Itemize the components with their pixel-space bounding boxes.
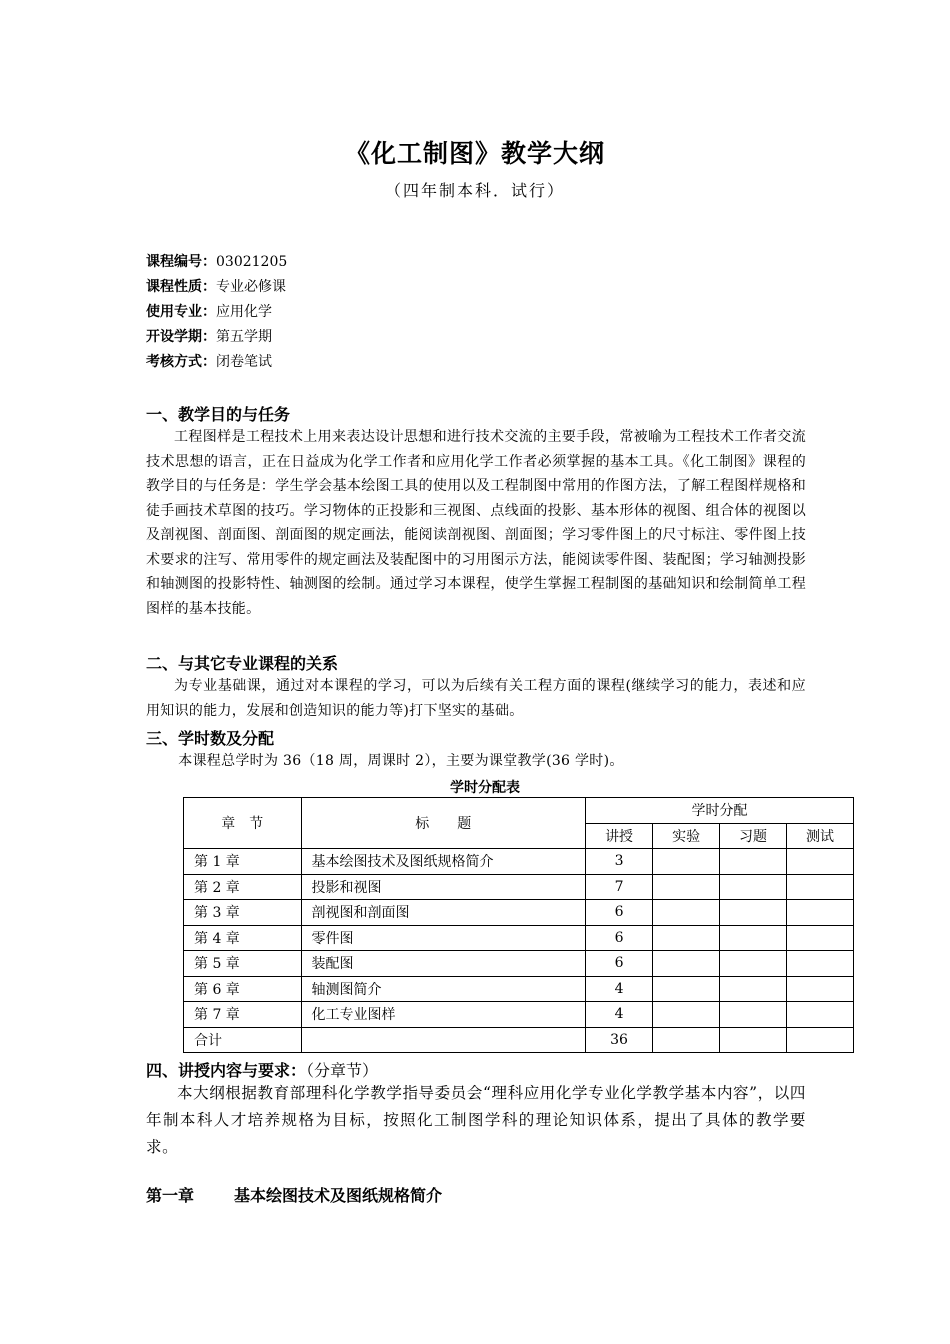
header-title: 标 题 — [301, 798, 586, 849]
chapter1-title: 基本绘图技术及图纸规格简介 — [234, 1186, 443, 1205]
total-title-cell — [301, 1027, 586, 1053]
row-title: 化工专业图样 — [301, 1002, 586, 1028]
meta-key: 考核方式： — [146, 354, 216, 370]
row-title: 投影和视图 — [301, 874, 586, 900]
meta-key: 课程编号： — [146, 254, 216, 270]
meta-value: 应用化学 — [216, 304, 272, 320]
row-lecture-hours: 4 — [586, 1002, 653, 1028]
row-title: 轴测图简介 — [301, 976, 586, 1002]
row-test-hours — [787, 951, 854, 977]
section2-heading: 二、与其它专业课程的关系 — [146, 654, 339, 673]
row-exercise-hours — [720, 900, 787, 926]
course-info — [146, 250, 287, 375]
row-title: 剖视图和剖面图 — [301, 900, 586, 926]
meta-key: 使用专业： — [146, 304, 216, 320]
chapter1-label: 第一章 — [146, 1186, 195, 1205]
header-experiment: 实验 — [653, 823, 720, 849]
row-test-hours — [787, 976, 854, 1002]
row-exercise-hours — [720, 925, 787, 951]
header-chapter: 章 节 — [184, 798, 302, 849]
section4-heading-note: （分章节） — [306, 1061, 379, 1080]
meta-assessment — [146, 350, 287, 375]
total-test-hours — [787, 1027, 854, 1053]
meta-value: 03021205 — [216, 254, 288, 270]
row-title: 装配图 — [301, 951, 586, 977]
table-row — [184, 874, 854, 900]
meta-key: 开设学期： — [146, 329, 216, 345]
meta-value: 专业必修课 — [216, 279, 286, 295]
row-experiment-hours — [653, 874, 720, 900]
row-exercise-hours — [720, 1002, 787, 1028]
row-experiment-hours — [653, 925, 720, 951]
row-lecture-hours: 6 — [586, 900, 653, 926]
total-experiment-hours — [653, 1027, 720, 1053]
table-row — [184, 900, 854, 926]
header-lecture: 讲授 — [586, 823, 653, 849]
total-exercise-hours — [720, 1027, 787, 1053]
table-row — [184, 1002, 854, 1028]
table-total-row — [184, 1027, 854, 1053]
row-test-hours — [787, 874, 854, 900]
section4-body: 本大纲根据教育部理科化学教学指导委员会“理科应用化学专业化学教学基本内容”，以四年制本科人才培养规格为目标，按照化工制图学科的理论知识体系，提出了具体的教学要求。 — [146, 1084, 806, 1156]
row-title: 零件图 — [301, 925, 586, 951]
row-exercise-hours — [720, 849, 787, 875]
row-lecture-hours: 4 — [586, 976, 653, 1002]
section1-body: 工程图样是工程技术上用来表达设计思想和进行技术交流的主要手段，常被喻为工程技术工作者交流技术思想的语言，正在日益成为化学工作者和应用化学工作者必须掌握的基本工具。《化工制图》课程的教学目的与任务是：学生学会基本绘图工具的使用以及工程制图中常用的作图方法，了解工程图样规格和徒手画技术草图的技巧。学习物体的正投影和三视图、点线面的投影、基本形体的视图、组合体的视图以及剖视图、剖面图、剖面图的规定画法，能阅读剖视图、剖面图；学习零件图上的尺寸标注、零件图上技术要求的注写、常用零件的规定画法及装配图中的习用图示方法，能阅读零件图、装配图；学习轴测投影和轴测图的投影特性、轴测图的绘制。通过学习本课程，使学生掌握工程制图的基础知识和绘制简单工程图样的基本技能。 — [146, 429, 806, 617]
row-experiment-hours — [653, 976, 720, 1002]
row-chapter: 第 2 章 — [184, 874, 302, 900]
meta-course-code — [146, 250, 287, 275]
table-header-row — [184, 798, 854, 824]
section2-body: 为专业基础课，通过对本课程的学习，可以为后续有关工程方面的课程(继续学习的能力，表述和应用知识的能力，发展和创造知识的能力等)打下坚实的基础。 — [146, 678, 806, 719]
row-test-hours — [787, 900, 854, 926]
row-chapter: 第 1 章 — [184, 849, 302, 875]
row-lecture-hours: 6 — [586, 951, 653, 977]
row-chapter: 第 7 章 — [184, 1002, 302, 1028]
table-row — [184, 925, 854, 951]
document-title: 《化工制图》教学大纲 — [344, 139, 605, 168]
section4-heading — [146, 1058, 378, 1081]
header-exercise: 习题 — [720, 823, 787, 849]
meta-course-nature — [146, 275, 287, 300]
row-exercise-hours — [720, 976, 787, 1002]
table-row — [184, 849, 854, 875]
section3-heading: 三、学时数及分配 — [146, 729, 275, 748]
row-exercise-hours — [720, 874, 787, 900]
header-hours: 学时分配 — [586, 798, 854, 824]
row-test-hours — [787, 849, 854, 875]
row-lecture-hours: 7 — [586, 874, 653, 900]
meta-semester — [146, 325, 287, 350]
row-test-hours — [787, 925, 854, 951]
section4-heading-text: 四、讲授内容与要求： — [146, 1061, 307, 1080]
row-chapter: 第 3 章 — [184, 900, 302, 926]
meta-major — [146, 300, 287, 325]
hours-table — [183, 797, 854, 1053]
section3-body: 本课程总学时为 36（18 周，周课时 2），主要为课堂教学(36 学时)。 — [178, 753, 624, 769]
document-subtitle: （四年制本科．试行） — [384, 181, 565, 200]
table-row — [184, 951, 854, 977]
total-label: 合计 — [184, 1027, 302, 1053]
row-test-hours — [787, 1002, 854, 1028]
meta-key: 课程性质： — [146, 279, 216, 295]
row-title: 基本绘图技术及图纸规格简介 — [301, 849, 586, 875]
row-experiment-hours — [653, 900, 720, 926]
row-lecture-hours: 6 — [586, 925, 653, 951]
row-chapter: 第 6 章 — [184, 976, 302, 1002]
section1-heading: 一、教学目的与任务 — [146, 405, 291, 424]
row-chapter: 第 4 章 — [184, 925, 302, 951]
row-chapter: 第 5 章 — [184, 951, 302, 977]
header-test: 测试 — [787, 823, 854, 849]
chapter1-heading — [146, 1183, 442, 1206]
table-row — [184, 976, 854, 1002]
row-exercise-hours — [720, 951, 787, 977]
total-lecture-hours: 36 — [586, 1027, 653, 1053]
meta-value: 第五学期 — [216, 329, 272, 345]
row-experiment-hours — [653, 951, 720, 977]
row-lecture-hours: 3 — [586, 849, 653, 875]
meta-value: 闭卷笔试 — [216, 354, 272, 370]
row-experiment-hours — [653, 1002, 720, 1028]
row-experiment-hours — [653, 849, 720, 875]
table-caption: 学时分配表 — [450, 780, 520, 796]
